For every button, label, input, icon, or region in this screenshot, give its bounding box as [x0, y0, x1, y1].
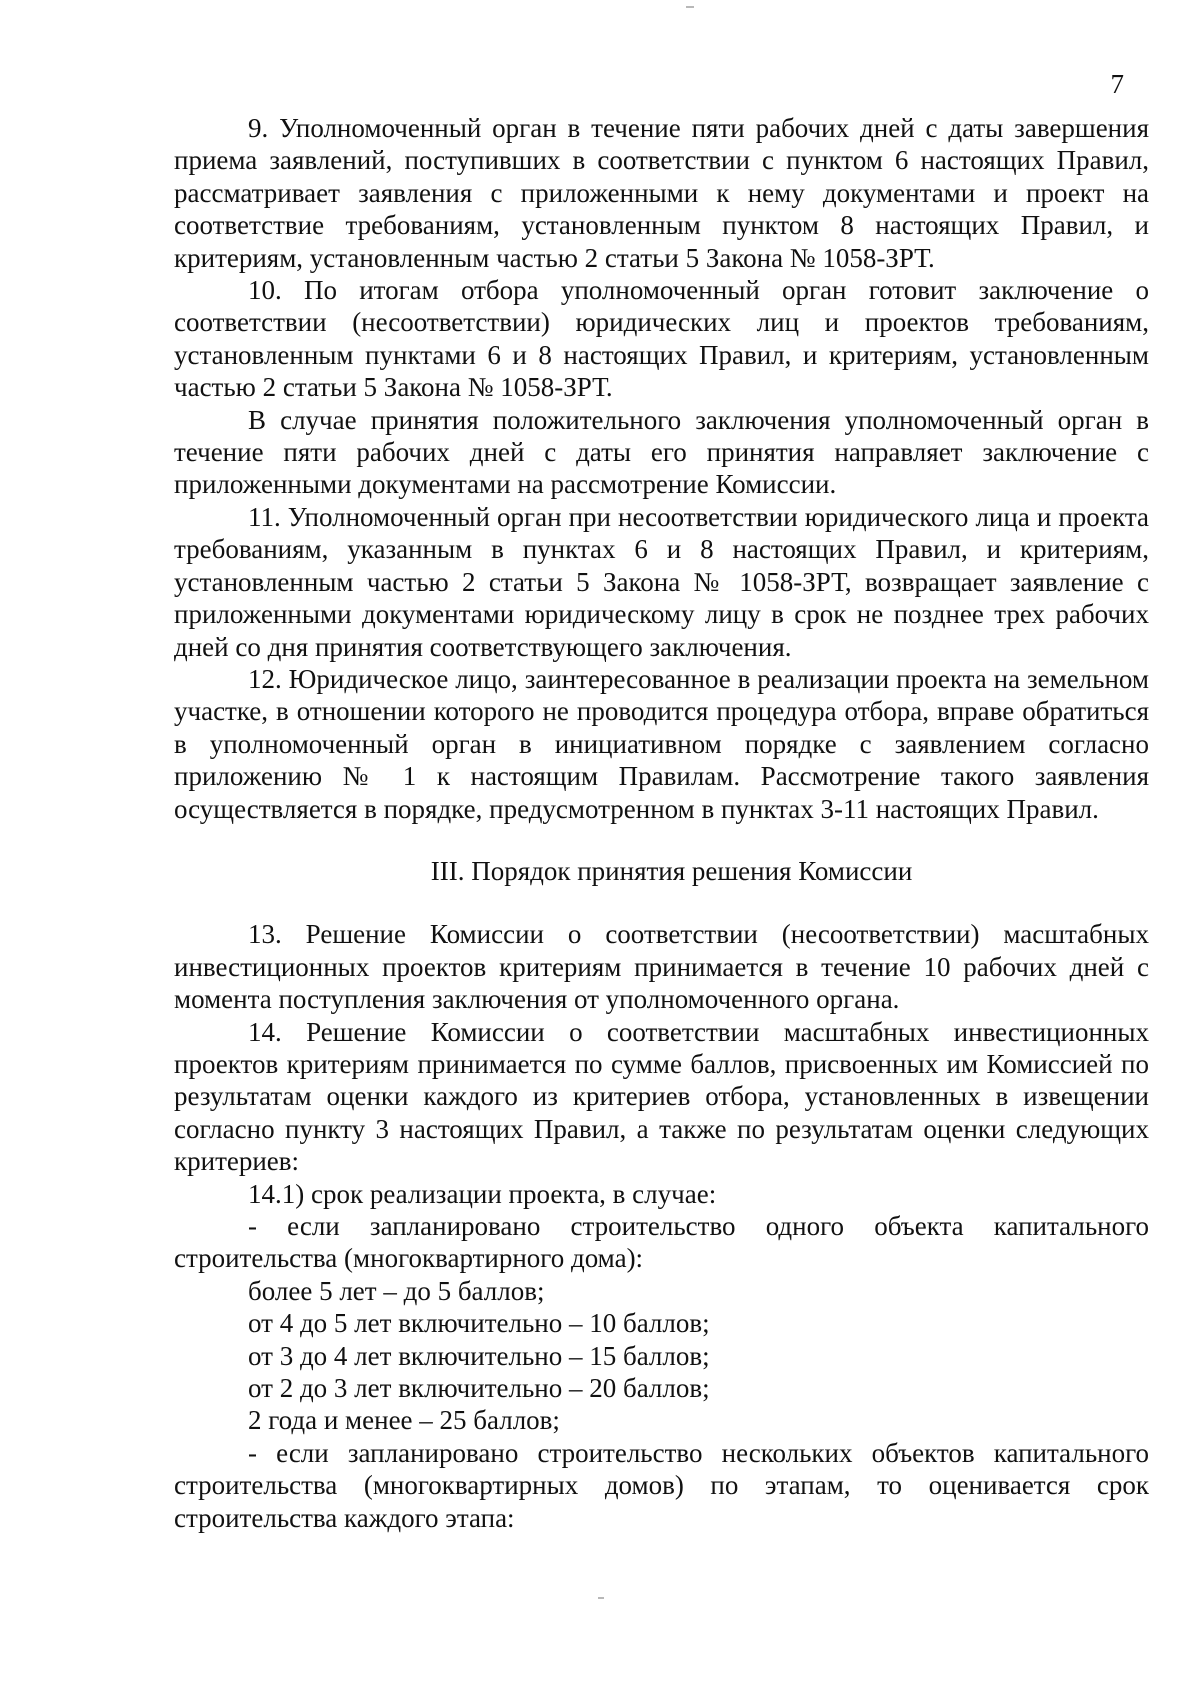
section-heading: III. Порядок принятия решения Комиссии — [430, 855, 913, 886]
scan-speck — [686, 6, 694, 8]
score-line: от 3 до 4 лет включительно – 15 баллов; — [248, 1340, 710, 1371]
list-item-single-object: - если запланировано строительство одного объекта капитального строительства (многоквартирного дома): — [174, 1211, 1149, 1274]
scan-speck — [598, 1597, 604, 1599]
page-number: 7 — [1110, 69, 1124, 99]
score-line: от 4 до 5 лет включительно – 10 баллов; — [248, 1308, 710, 1339]
score-line: более 5 лет – до 5 баллов; — [248, 1275, 545, 1306]
score-line: 2 года и менее – 25 баллов; — [248, 1405, 560, 1436]
paragraph-14: 14. Решение Комиссии о соответствии масштабных инвестиционных проектов критериям принимается по сумме баллов, присвоенных им Комиссией по результатам оценки каждого из критериев отбора, установленных в извещении согласно пункту 3 настоящих Правил, а также по результатам оценки следующих критериев: — [174, 1016, 1149, 1177]
list-item-multiple-objects: - если запланировано строительство нескольких объектов капитального строительства (многоквартирных домов) по этапам, то оценивается срок строительства каждого этапа: — [174, 1437, 1149, 1533]
paragraph-13: 13. Решение Комиссии о соответствии (несоответствии) масштабных инвестиционных проектов критериям принимается в течение 10 рабочих дней с момента поступления заключения от уполномоченного органа. — [174, 919, 1149, 1015]
paragraph-10-continuation: В случае принятия положительного заключения уполномоченный орган в течение пяти рабочих дней с даты его принятия направляет заключение с приложенными документами на рассмотрение Комиссии. — [174, 404, 1149, 500]
score-line: от 2 до 3 лет включительно – 20 баллов; — [248, 1373, 710, 1404]
document-body — [174, 112, 1149, 1534]
paragraph-9: 9. Уполномоченный орган в течение пяти рабочих дней с даты завершения приема заявлений, поступивших в соответствии с пунктом 6 настоящих Правил, рассматривает заявления с приложенными к нему документами и проект на соответствие требованиям, установленным пунктом 8 настоящих Правил, и критериям, установленным частью 2 статьи 5 Закона № 1058-ЗРТ. — [174, 113, 1149, 273]
paragraph-12: 12. Юридическое лицо, заинтересованное в реализации проекта на земельном участке, в отношении которого не проводится процедура отбора, вправе обратиться в уполномоченный орган в инициативном порядке с заявлением согласно приложению № 1 к настоящим Правилам. Рассмотрение такого заявления осуществляется в порядке, предусмотренном в пунктах 3-11 настоящих Правил. — [174, 663, 1149, 824]
paragraph-14-1: 14.1) срок реализации проекта, в случае: — [248, 1178, 717, 1209]
paragraph-11: 11. Уполномоченный орган при несоответствии юридического лица и проекта требованиям, указанным в пунктах 6 и 8 настоящих Правил, и критериям, установленным частью 2 статьи 5 Закона № 1058-ЗРТ, возвращает заявление с приложенными документами юридическому лицу в срок не позднее трех рабочих дней со дня принятия соответствующего заключения. — [174, 501, 1149, 662]
paragraph-10: 10. По итогам отбора уполномоченный орган готовит заключение о соответствии (несоответствии) юридических лиц и проектов требованиям, установленным пунктами 6 и 8 настоящих Правил, и критериям, установленным частью 2 статьи 5 Закона № 1058-ЗРТ. — [174, 275, 1149, 403]
